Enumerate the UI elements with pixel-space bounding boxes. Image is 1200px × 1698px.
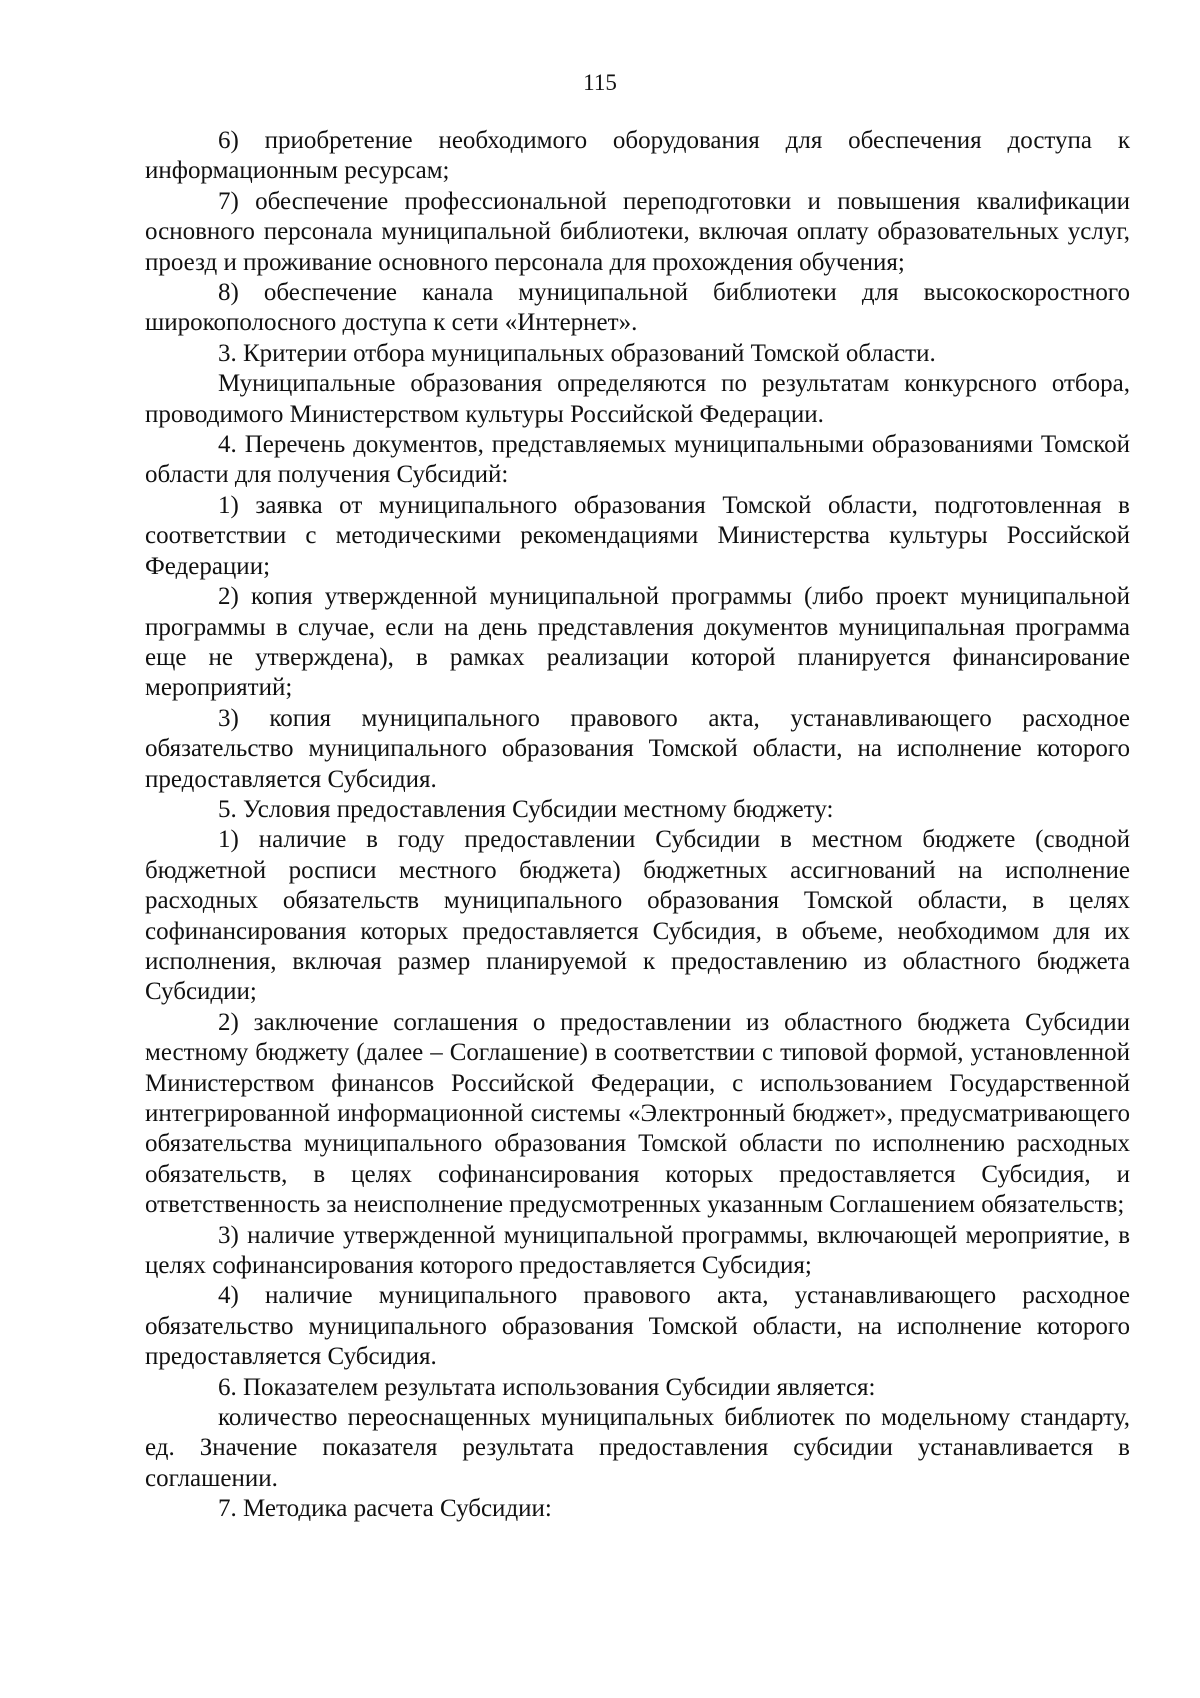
section-heading-6: 6. Показателем результата использования Субсидии является:: [218, 1373, 876, 1401]
document-body: [145, 126, 1130, 1525]
page-number: 115: [583, 70, 617, 95]
conditions-item-2: 2) заключение соглашения о предоставлении из областного бюджета Субсидии местному бюджету (далее – Соглашение) в соответствии с типовой формой, установленной Министерством финансов Российской Федерации, с использованием Государственной интегрированной информационной системы «Электронный бюджет», предусматривающего обязательства муниципального образования Томской области по исполнению расходных обязательств, в целях софинансирования которых предоставляется Субсидия, и ответственность за неисполнение предусмотренных указанным Соглашением обязательств;: [145, 1008, 1130, 1219]
section-heading-5: 5. Условия предоставления Субсидии местному бюджету:: [218, 795, 834, 823]
paragraph-item-8: 8) обеспечение канала муниципальной библиотеки для высокоскоростного широкополосного доступа к сети «Интернет».: [145, 279, 1130, 337]
result-indicator-paragraph: количество переоснащенных муниципальных библиотек по модельному стандарту, ед. Значение показателя результата предоставления субсидии устанавливается в соглашении.: [145, 1404, 1130, 1492]
documents-item-1: 1) заявка от муниципального образования Томской области, подготовленная в соответствии с методическими рекомендациями Министерства культуры Российской Федерации;: [145, 491, 1130, 580]
documents-item-3: 3) копия муниципального правового акта, устанавливающего расходное обязательство муниципального образования Томской области, на исполнение которого предоставляется Субсидия.: [145, 704, 1130, 793]
conditions-item-1: 1) наличие в году предоставлении Субсидии в местном бюджете (сводной бюджетной росписи местного бюджета) бюджетных ассигнований на исполнение расходных обязательств муниципального образования Томской области, в целях софинансирования которых предоставляется Субсидия, в объеме, необходимом для их исполнения, включая размер планируемой к предоставлению из областного бюджета Субсидии;: [145, 826, 1130, 1006]
paragraph-selection-criteria: Муниципальные образования определяются по результатам конкурсного отбора, проводимого Министерством культуры Российской Федерации.: [145, 370, 1130, 428]
paragraph-item-7: 7) обеспечение профессиональной переподготовки и повышения квалификации основного персонала муниципальной библиотеки, включая оплату образовательных услуг, проезд и проживание основного персонала для прохождения обучения;: [145, 187, 1130, 276]
conditions-item-3: 3) наличие утвержденной муниципальной программы, включающей мероприятие, в целях софинансирования которого предоставляется Субсидия;: [145, 1221, 1130, 1280]
paragraph-item-6: 6) приобретение необходимого оборудования для обеспечения доступа к информационным ресурсам;: [145, 127, 1130, 185]
section-heading-3: 3. Критерии отбора муниципальных образований Томской области.: [218, 339, 936, 367]
section-heading-7: 7. Методика расчета Субсидии:: [218, 1495, 552, 1523]
conditions-item-4: 4) наличие муниципального правового акта, устанавливающего расходное обязательство муниципального образования Томской области, на исполнение которого предоставляется Субсидия.: [145, 1282, 1130, 1371]
documents-item-2: 2) копия утвержденной муниципальной программы (либо проект муниципальной программы в случае, если на день представления документов муниципальная программа еще не утверждена), в рамках реализации которой планируется финансирование мероприятий;: [145, 583, 1130, 702]
section-heading-4: 4. Перечень документов, представляемых муниципальными образованиями Томской области для получения Субсидий:: [145, 431, 1130, 489]
